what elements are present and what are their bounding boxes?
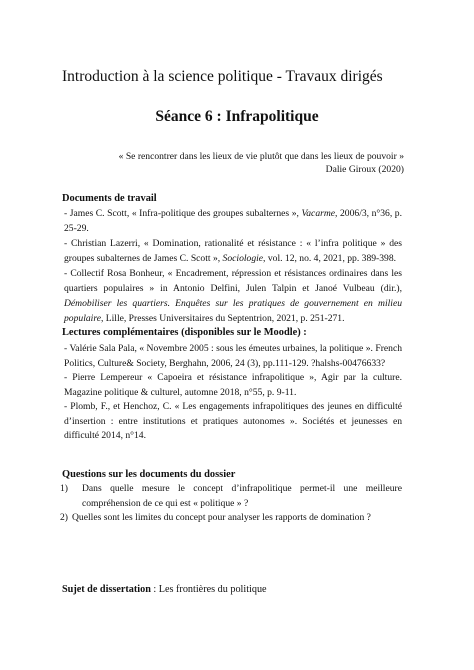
question-number: 1) — [60, 483, 68, 494]
question-item — [60, 511, 402, 526]
questions-heading: Questions sur les documents du dossier — [62, 469, 236, 480]
document-item: - Collectif Rosa Bonheur, « Encadrement, répression et résistances ordinaires dans les quartiers populaires » in Antonio Delfini, Julen Talpin et Janoé Vulbeau (dir.), Démobiliser les quartiers. Enquêtes sur les pratiques de gouvernement en milieu populaire, Lille, Presses Universitaires du Septentrion, 2021, p. 251-271. — [64, 268, 402, 324]
epigraph-author: Dalie Giroux (2020) — [325, 163, 404, 175]
lecture-item: - Pierre Lempereur « Capoeira et résistance infrapolitique », Agir par la culture. Magazine politique & culturel, automne 2018, n°55, p. 9-11. — [64, 372, 402, 398]
questions-list — [60, 482, 402, 526]
session-title: Séance 6 : Infrapolitique — [155, 108, 319, 125]
question-item — [60, 482, 402, 511]
question-text: Dans quelle mesure le concept d’infrapolitique permet-il une meilleure compréhension de ce qui est « politique » ? — [82, 483, 402, 509]
dissertation-label: Sujet de dissertation — [62, 584, 151, 595]
document-item: - James C. Scott, « Infra-politique des groupes subalternes », Vacarme, 2006/3, n°36, p. 25-29. — [64, 208, 403, 234]
epigraph-quote: « Se rencontrer dans les lieux de vie plutôt que dans les lieux de pouvoir » — [118, 151, 404, 162]
course-title: Introduction à la science politique - Travaux dirigés — [62, 68, 383, 85]
lectures-list — [64, 342, 402, 444]
dissertation-subject — [62, 584, 267, 595]
documents-list — [64, 206, 402, 326]
epigraph — [104, 151, 404, 176]
question-number: 2) — [60, 512, 68, 523]
lecture-item: - Plomb, F., et Henchoz, C. « Les engagements infrapolitiques des jeunes en difficulté d’insertion : entre institutions et pratiques autonomes ». Sociétés et jeunesses en difficulté 2014, n°14. — [64, 401, 402, 441]
lectures-heading: Lectures complémentaires (disponibles sur le Moodle) : — [62, 327, 307, 338]
lecture-item: - Valérie Sala Pala, « Novembre 2005 : sous les émeutes urbaines, la politique ». French Politics, Culture& Society, Berghahn, 2006, 24 (3), pp.111-129. ?halshs-00476633? — [64, 343, 402, 369]
documents-heading: Documents de travail — [62, 193, 157, 204]
document-item: - Christian Lazerri, « Domination, rationalité et résistance : « l’infra politique » des groupes subalternes de James C. Scott », Sociologie, vol. 12, no. 4, 2021, pp. 389-398. — [64, 238, 402, 264]
dissertation-text: : Les frontières du politique — [150, 584, 267, 595]
question-text: Quelles sont les limites du concept pour analyser les rapports de domination ? — [72, 512, 371, 523]
